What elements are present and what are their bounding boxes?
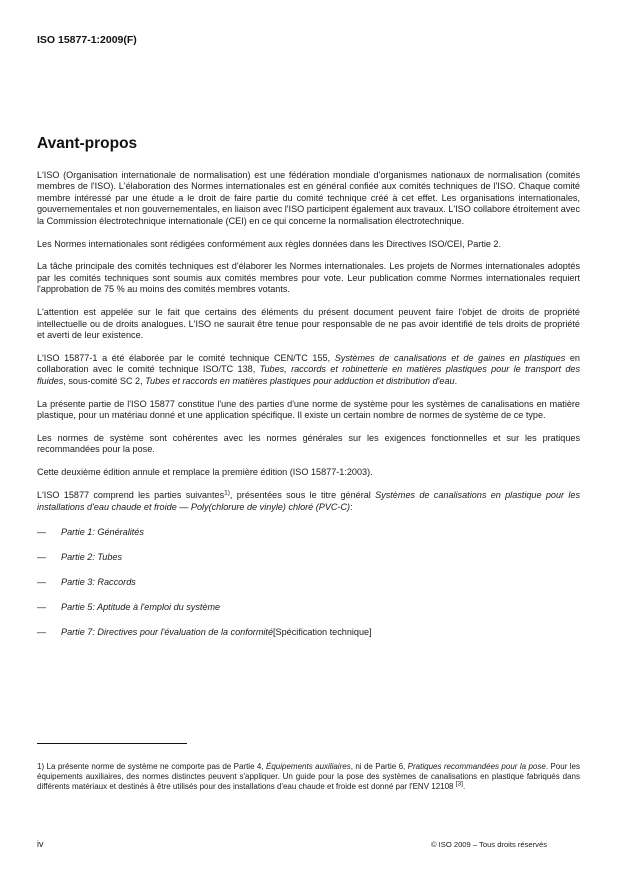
committee-title: Tubes, raccords et robinetterie en matières plastiques pour le transport des fluides bbox=[37, 364, 580, 386]
subcommittee-title: Tubes et raccords en matières plastiques pour adduction et distribution d'eau bbox=[145, 375, 455, 386]
footnote-ref[interactable]: 1) bbox=[224, 489, 230, 497]
paragraph-directives: Les Normes internationales sont rédigées conformément aux règles données dans les Directives ISO/CEI, Partie 2. bbox=[37, 238, 502, 249]
part-title: Équipements auxiliaires bbox=[266, 762, 351, 771]
foreword-body bbox=[37, 170, 580, 652]
paragraph-main-task: La tâche principale des comités techniques est d'élaborer les Normes internationales. Les projets de Normes internationales adoptés par les comités techniques sont soumis aux comités membres pour vote. Leur publication comme Normes internationales requiert l'approbation de 75 % au moins des comités membres votants. bbox=[37, 261, 580, 295]
text-run: , présentées sous le titre général bbox=[229, 490, 376, 501]
text-run: . bbox=[454, 375, 458, 386]
section-title: Avant-propos bbox=[37, 135, 138, 152]
part-label: Partie 1: Généralités bbox=[61, 526, 144, 537]
text-run: , ni de Partie 6, bbox=[350, 762, 408, 771]
em-dash: — bbox=[37, 601, 47, 612]
em-dash: — bbox=[37, 626, 47, 637]
text-run: en collaboration avec le comité technique ISO/TC 138, bbox=[37, 352, 580, 375]
general-title: Systèmes de canalisations en plastique pour les installations d'eau chaude et froide — Poly(chlorure de vinyle) chloré (PVC-C) bbox=[37, 490, 580, 512]
text-run: , sous-comité SC 2, bbox=[63, 375, 146, 386]
copyright-notice: © ISO 2009 – Tous droits réservés bbox=[430, 840, 547, 849]
paragraph-parts-intro bbox=[37, 490, 580, 513]
part-label: Partie 7: Directives pour l'évaluation de la conformité bbox=[61, 626, 274, 637]
part-label: Partie 5: Aptitude à l'emploi du système bbox=[61, 601, 221, 612]
paragraph-prepared-by bbox=[37, 353, 580, 387]
text-run: . Pour les équipements auxiliaires, des normes distinctes peuvent s'appliquer. Un guide pour la pose des systèmes de canalisations en plastique fabriqués dans différents matériaux et destinés à être utilisés pour des installations d'eau chaude et froide est donné par l'ENV 12108 bbox=[37, 762, 580, 792]
document-id: ISO 15877-1:2009(F) bbox=[37, 34, 137, 46]
part-note: [Spécification technique] bbox=[273, 626, 372, 637]
text-run: : bbox=[350, 501, 353, 512]
part-label: Partie 2: Tubes bbox=[61, 551, 122, 562]
text-run: L'ISO 15877-1 a été élaborée par le comité technique CEN/TC 155, bbox=[37, 352, 335, 363]
list-item bbox=[37, 602, 580, 614]
text-run: 1) La présente norme de système ne comporte pas de Partie 4, bbox=[37, 762, 267, 771]
em-dash: — bbox=[37, 551, 47, 562]
list-item bbox=[37, 627, 580, 639]
part-label: Partie 3: Raccords bbox=[61, 576, 136, 587]
text-run: L'ISO 15877 comprend les parties suivantes bbox=[37, 490, 225, 501]
text-run: . bbox=[462, 782, 466, 792]
paragraph-coherence: Les normes de système sont cohérentes avec les normes générales sur les exigences fonctionnelles et sur les pratiques recommandées pour la pose. bbox=[37, 432, 580, 455]
em-dash: — bbox=[37, 576, 47, 587]
part-title: Pratiques recommandées pour la pose bbox=[407, 762, 546, 771]
bibliography-ref[interactable]: [3] bbox=[455, 780, 463, 788]
list-item bbox=[37, 552, 580, 564]
list-item bbox=[37, 527, 580, 539]
list-item bbox=[37, 577, 580, 589]
committee-title: Systèmes de canalisations et de gaines en plastiques bbox=[334, 352, 566, 363]
footnote-separator bbox=[37, 743, 187, 744]
paragraph-edition: Cette deuxième édition annule et remplace la première édition (ISO 15877-1:2003). bbox=[37, 467, 373, 478]
paragraph-patent-rights: L'attention est appelée sur le fait que certains des éléments du présent document peuvent faire l'objet de droits de propriété intellectuelle ou de droits analogues. L'ISO ne saurait être tenue pour responsable de ne pas avoir identifié de tels droits de propriété et averti de leur existence. bbox=[37, 307, 580, 340]
parts-list bbox=[37, 527, 580, 639]
footnote bbox=[37, 762, 580, 793]
paragraph-iso-intro: L'ISO (Organisation internationale de normalisation) est une fédération mondiale d'organismes nationaux de normalisation (comités membres de l'ISO). L'élaboration des Normes internationales est en général confiée aux comités techniques de l'ISO. Chaque comité membre intéressé par une étude a le droit de faire partie du comité technique créé à cet effet. Les organisations internationales, gouvernementales et non gouvernementales, en liaison avec l'ISO participent également aux travaux. L'ISO collabore étroitement avec la Commission électrotechnique internationale (CEI) en ce qui concerne la normalisation électrotechnique. bbox=[37, 170, 580, 226]
paragraph-system-standard: La présente partie de l'ISO 15877 constitue l'une des parties d'une norme de système pour les systèmes de canalisations en matière plastique, pour un matériau donné et une application spécifique. Il existe un certain nombre de normes de système de ce type. bbox=[37, 398, 580, 420]
page-number: iv bbox=[37, 839, 44, 849]
em-dash: — bbox=[37, 526, 47, 537]
